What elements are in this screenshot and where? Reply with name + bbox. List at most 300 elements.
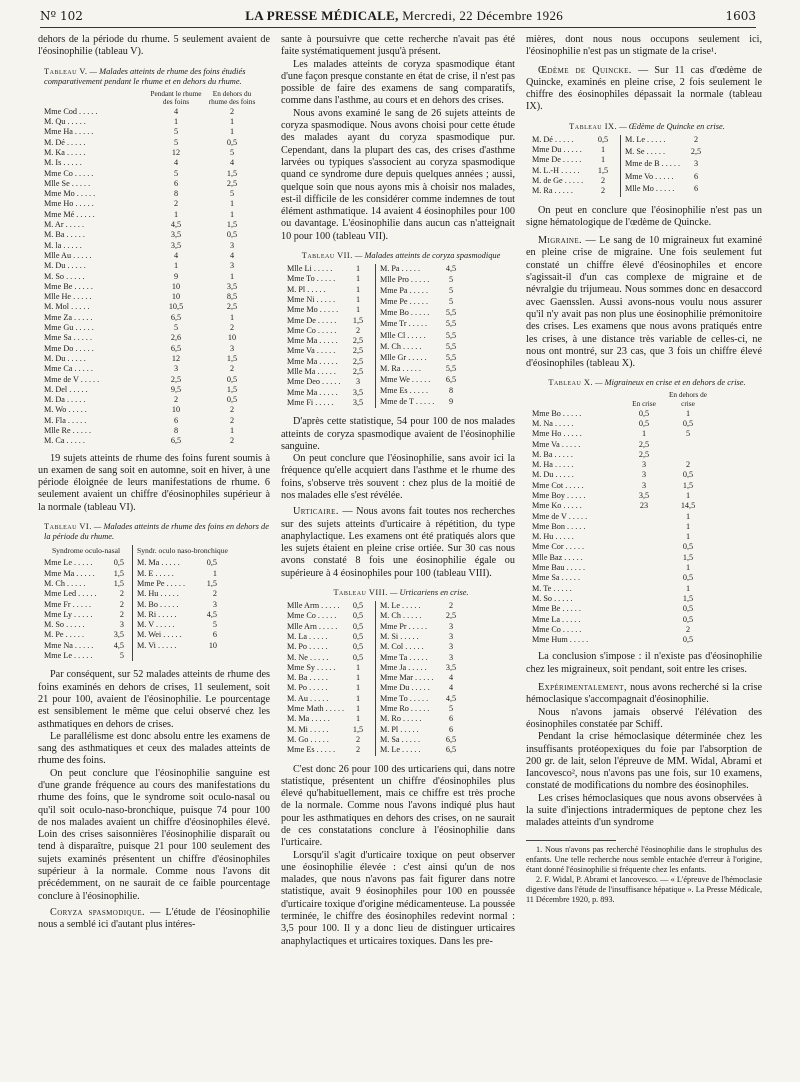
table-row (287, 601, 371, 611)
patient-name: Mme Pe . . . . . (380, 297, 428, 307)
table-row (287, 632, 371, 642)
patient-name: Mme Co . . . . . (44, 168, 94, 178)
patient-name: Mme Hum . . . . . (532, 635, 589, 645)
table-row (287, 745, 371, 755)
eosinophil-value: 10 (171, 292, 181, 302)
patient-name: Mme de B . . . . . (625, 159, 681, 169)
patient-name: M. Pa . . . . . (380, 264, 421, 274)
table-6 (44, 545, 270, 661)
eosinophil-value: 2 (229, 364, 235, 374)
section-heading: Migraine. (538, 235, 582, 247)
patient-name: Mme Ja . . . . . (380, 662, 427, 672)
patient-name: Mme de T . . . . . (380, 396, 435, 406)
eosinophil-value: 1,5 (352, 315, 364, 325)
eosinophil-value: 5 (212, 620, 217, 630)
table-row (44, 610, 128, 620)
patient-name: M. Mi . . . . . (287, 724, 329, 734)
patient-name: Mme Na . . . . . (44, 640, 94, 650)
paragraph: Œdème de Quincke. — Sur 11 cas d'œdème de Quincke, examinés en pleine crise, 2 fois seulement le chiffre des éosinophiles dépassait la normale (tableau IX). (526, 64, 762, 113)
t10-header-crisis: En crise (632, 399, 656, 409)
table-row (526, 501, 710, 511)
table-row (38, 169, 260, 179)
table-row (137, 630, 221, 640)
eosinophil-value: 3 (641, 460, 647, 470)
patient-name: Mme Cot . . . . . (532, 480, 584, 490)
table-row (137, 610, 221, 620)
patient-name: M. Ha . . . . . (532, 460, 574, 470)
journal-title: LA PRESSE MÉDICALE, (245, 7, 399, 23)
paragraph: Expérimentalement, nous avons recherché si la crise hémoclasique s'accompagnait d'éosinophilie. (526, 682, 762, 706)
table-row (287, 264, 371, 274)
patient-name: M. Del . . . . . (44, 384, 88, 394)
patient-name: Mme Ta . . . . . (380, 652, 428, 662)
table-row (287, 357, 371, 367)
eosinophil-value: 2 (600, 186, 606, 196)
eosinophil-value: 1 (685, 511, 691, 521)
eosinophil-value: 0,5 (352, 601, 364, 611)
patient-name: Mme To . . . . . (380, 693, 429, 703)
eosinophil-value: 0,5 (113, 558, 124, 568)
patient-name: M. Ri . . . . . (137, 609, 177, 619)
eosinophil-value (622, 553, 666, 563)
patient-name: M. Mol . . . . . (44, 302, 90, 312)
eosinophil-value: 3,5 (352, 387, 364, 397)
eosinophil-value: 5 (448, 704, 454, 714)
patient-name: Mme De . . . . . (287, 315, 337, 325)
patient-name: M. Ch . . . . . (44, 578, 86, 588)
table-5-caption: Tableau V. — Malades atteints de rhume des foins étudiés comparativement pendant le rhume et en dehors du rhume. (44, 66, 246, 86)
table-row (380, 745, 464, 755)
eosinophil-value: 5 (448, 286, 454, 296)
table-row (380, 264, 464, 275)
eosinophil-value: 23 (639, 501, 649, 511)
patient-name: Mlle Mo . . . . . (625, 184, 675, 194)
eosinophil-value: 1,5 (226, 384, 238, 394)
paragraph: Les malades atteints de coryza spasmodique étant d'une façon presque constante en état de crise, il n'est pas possible de faire des examens de sang comparatifs, comme dans l'asthme, au cours et en dehors des crises. (281, 58, 515, 107)
patient-name: M. Ca . . . . . (44, 436, 85, 446)
eosinophil-value: 4,5 (170, 220, 182, 230)
eosinophil-value: 1 (355, 704, 361, 714)
table-row (526, 573, 710, 583)
patient-name: M. Ar . . . . . (44, 220, 85, 230)
patient-name: M. Hu . . . . . (137, 589, 179, 599)
patient-name: M. Ra . . . . . (380, 363, 421, 373)
paragraph: C'est donc 26 pour 100 des urticariens qui, dans notre statistique, présentent un chiffre d'éosinophiles plus élevé qu'habituellement, mais ce chiffre est très proche de la normale. Comme nous l'avons indiqué plus haut pour les asthmatiques en dehors des crises, on ne saurait de ces constatations conclure à l'éosinophilie dans l'urticaire. (281, 763, 515, 849)
eosinophil-value: 6 (693, 184, 699, 194)
eosinophil-value: 0,5 (682, 470, 694, 480)
table-row (380, 694, 464, 704)
patient-name: Mme Co . . . . . (287, 325, 337, 335)
eosinophil-value: 0,5 (597, 134, 609, 144)
table-row (526, 491, 710, 501)
eosinophil-value: 4,5 (445, 693, 457, 703)
table-row (287, 398, 371, 408)
table-row (287, 735, 371, 745)
patient-name: M. Dé . . . . . (532, 134, 574, 144)
t6-header-right: Syndr. oculo naso-bronchique (137, 546, 228, 556)
eosinophil-value: 6 (173, 415, 179, 425)
patient-name: Mme Bo . . . . . (380, 308, 430, 318)
eosinophil-value: 4 (229, 158, 235, 168)
eosinophil-value (622, 573, 666, 583)
eosinophil-value: 1 (685, 521, 691, 531)
table-8 (287, 601, 515, 755)
eosinophil-value: 8 (173, 189, 179, 199)
patient-name: M. Ka . . . . . (44, 147, 86, 157)
table-row (287, 663, 371, 673)
eosinophil-value: 0,5 (682, 418, 694, 428)
paragraph: sante à poursuivre que cette recherche n'avait pas été faite systématiquement jusqu'à présent. (281, 34, 515, 58)
table-row (380, 386, 464, 397)
table-row (38, 436, 260, 446)
table-row (38, 199, 260, 209)
eosinophil-value: 1 (355, 693, 361, 703)
eosinophil-value: 2 (448, 601, 454, 611)
patient-name: Mme Ma . . . . . (287, 387, 338, 397)
table-row (137, 589, 221, 599)
eosinophil-value: 2 (693, 134, 699, 144)
eosinophil-value: 0,5 (682, 542, 694, 552)
patient-name: M. L.-H . . . . . (532, 165, 580, 175)
t5-header-outside: En dehors du rhume des foins (208, 88, 256, 107)
eosinophil-value: 2,5 (690, 147, 702, 157)
table-row (625, 184, 709, 196)
table-row (526, 604, 710, 614)
eosinophil-value: 1 (600, 145, 606, 155)
patient-name: M. Pl . . . . . (380, 724, 419, 734)
eosinophil-value (666, 440, 710, 450)
eosinophil-value: 0,5 (352, 652, 364, 662)
patient-name: M. V . . . . . (137, 620, 175, 630)
paragraph: Les crises hémoclasiques que nous avons observées à la suite d'injections intradermiques de peptone chez les malades atteints d'un syndrome (526, 792, 762, 829)
table-row (287, 285, 371, 295)
eosinophil-value: 1 (685, 563, 691, 573)
patient-name: Mme Ly . . . . . (44, 609, 93, 619)
eosinophil-value: 4,5 (445, 264, 457, 274)
eosinophil-value (622, 512, 666, 522)
table-row (38, 261, 260, 271)
table-row (526, 450, 710, 460)
eosinophil-value: 1 (685, 532, 691, 542)
table-row (38, 302, 260, 312)
patient-name: M. So . . . . . (44, 271, 85, 281)
table-row (44, 569, 128, 579)
eosinophil-value: 3 (448, 652, 454, 662)
patient-name: M. Col . . . . . (380, 642, 424, 652)
table-row (526, 429, 710, 439)
eosinophil-value: 2,5 (226, 302, 238, 312)
patient-name: Mme Pe . . . . . (137, 578, 185, 588)
table-row (380, 611, 464, 621)
table-row (526, 460, 710, 470)
eosinophil-value: 3 (448, 642, 454, 652)
eosinophil-value: 1 (229, 199, 235, 209)
patient-name: Mlle Cl . . . . . (380, 330, 426, 340)
table-row (625, 172, 709, 184)
eosinophil-value: 2 (355, 325, 361, 335)
eosinophil-value: 5,5 (445, 352, 457, 362)
paragraph: Nous n'avons jamais observé l'élévation des éosinophiles constatée par Schiff. (526, 706, 762, 730)
table-row (526, 542, 710, 552)
table-row (287, 295, 371, 305)
patient-name: Mme Es . . . . . (380, 385, 428, 395)
paragraph: mières, dont nous nous occupons seulement ici, l'éosinophilie n'est pas un stigmate de la crise¹. (526, 34, 762, 58)
eosinophil-value: 5 (448, 275, 454, 285)
eosinophil-value: 2 (355, 745, 361, 755)
eosinophil-value: 0,5 (638, 418, 650, 428)
table-row (287, 725, 371, 735)
table-row (380, 735, 464, 745)
eosinophil-value: 10 (227, 333, 237, 343)
patient-name: Mlle He . . . . . (44, 292, 92, 302)
eosinophil-value: 1 (355, 305, 361, 315)
table-row (44, 641, 128, 651)
patient-name: Mme Pa . . . . . (380, 286, 428, 296)
eosinophil-value: 3,5 (638, 490, 650, 500)
eosinophil-value: 3 (355, 377, 361, 387)
eosinophil-value: 0,5 (352, 631, 364, 641)
table-row (532, 135, 616, 145)
patient-name: M. Ma . . . . . (137, 558, 180, 568)
patient-name: Mme Do . . . . . (44, 343, 94, 353)
eosinophil-value: 2 (229, 106, 235, 116)
issue-date: Mercredi, 22 Décembre 1926 (402, 7, 564, 23)
eosinophil-value: 3 (229, 343, 235, 353)
table-row (380, 397, 464, 408)
eosinophil-value: 0,5 (682, 573, 694, 583)
table-row (380, 331, 464, 342)
patient-name: Mme Boy . . . . . (532, 490, 586, 500)
eosinophil-value: 1,5 (226, 353, 238, 363)
table-row (287, 367, 371, 377)
eosinophil-value: 1 (229, 127, 235, 137)
patient-name: M. Ba . . . . . (44, 230, 85, 240)
patient-name: M. Hu . . . . . (532, 532, 574, 542)
eosinophil-value: 12 (171, 147, 181, 157)
eosinophil-value: 14,5 (680, 501, 696, 511)
eosinophil-value: 2 (600, 175, 606, 185)
table-row (380, 308, 464, 319)
eosinophil-value: 2,5 (638, 439, 650, 449)
table-row (526, 440, 710, 450)
eosinophil-value: 4 (448, 683, 454, 693)
eosinophil-value: 1 (229, 271, 235, 281)
table-row (526, 563, 710, 573)
patient-name: M. La . . . . . (287, 631, 328, 641)
table-row (38, 292, 260, 302)
patient-name: Mme de V . . . . . (532, 511, 588, 521)
eosinophil-value (622, 542, 666, 552)
table-row (44, 558, 128, 568)
table-row (380, 353, 464, 364)
paragraph: Nous avons examiné le sang de 26 sujets atteints de coryza spasmodique. Nous avons choisi pour cette étude des malades ayant du coryza spasmodique pur. Cependant, dans la plupart des cas, des crises d'asthme larvées ou typiques s'associent au coryza spasmodique quand ce syndrome dure depuis quelques années ; aussi, quelque soin que nous ayons mis à choisir nos malades, est-il difficile de les considérer comme indemnes de tout élément asthmatique. 14 avaient 4 éosinophiles pour 100 ou davantage. L'éosinophilie dans aucun cas n'atteignait 10 pour 100 (tableau VII). (281, 107, 515, 242)
patient-name: M. Le . . . . . (625, 134, 666, 144)
patient-name: Mme Be . . . . . (44, 281, 93, 291)
footnote-divider (526, 840, 616, 841)
eosinophil-value: 8,5 (226, 292, 238, 302)
patient-name: M. Pl . . . . . (287, 284, 326, 294)
table-row (380, 725, 464, 735)
eosinophil-value: 3,5 (170, 240, 182, 250)
table-row (380, 683, 464, 693)
eosinophil-value: 1 (173, 117, 179, 127)
section-heading: Expérimentalement, (538, 682, 627, 694)
table-row (38, 158, 260, 168)
eosinophil-value: 6,5 (170, 343, 182, 353)
table-row (44, 630, 128, 640)
eosinophil-value: 4 (448, 673, 454, 683)
eosinophil-value: 5,5 (445, 363, 457, 373)
table-row (380, 704, 464, 714)
patient-name: M. Du . . . . . (44, 353, 86, 363)
table-10-caption: Tableau X. — Migraineux en crise et en dehors de crise. (548, 378, 746, 388)
patient-name: M. Na . . . . . (532, 418, 574, 428)
table-row (526, 625, 710, 635)
table-row (526, 481, 710, 491)
patient-name: Mlle Gr . . . . . (380, 352, 427, 362)
patient-name: M. Po . . . . . (287, 642, 328, 652)
patient-name: Mme Pr . . . . . (380, 621, 428, 631)
table-row (137, 569, 221, 579)
patient-name: M. Pe . . . . . (44, 630, 85, 640)
patient-name: Mme Ma . . . . . (287, 336, 338, 346)
eosinophil-value: 2 (229, 405, 235, 415)
table-row (287, 336, 371, 346)
table-row (380, 319, 464, 330)
eosinophil-value: 1,5 (682, 480, 694, 490)
eosinophil-value: 1 (229, 312, 235, 322)
eosinophil-value: 1,5 (682, 593, 694, 603)
page-number: 1603 (725, 8, 756, 23)
eosinophil-value: 6,5 (445, 734, 457, 744)
table-row (526, 615, 710, 625)
eosinophil-value: 0,5 (352, 621, 364, 631)
eosinophil-value: 3 (229, 240, 235, 250)
patient-name: M. E . . . . . (137, 568, 174, 578)
eosinophil-value (666, 450, 710, 460)
patient-name: M. Is . . . . . (44, 158, 82, 168)
section-heading: Coryza spasmodique. (50, 906, 145, 918)
eosinophil-value: 1,5 (113, 578, 124, 588)
patient-name: Mme de V . . . . . (44, 374, 100, 384)
table-row (380, 375, 464, 386)
patient-name: Mme Cod . . . . . (44, 106, 98, 116)
eosinophil-value: 1 (355, 673, 361, 683)
table-8-caption: Tableau VIII. — Urticariens en crise. (333, 588, 469, 598)
eosinophil-value: 2 (229, 415, 235, 425)
patient-name: M. Te . . . . . (532, 583, 572, 593)
eosinophil-value: 2 (173, 395, 179, 405)
table-row (625, 147, 709, 159)
table-row (38, 210, 260, 220)
eosinophil-value: 2 (229, 323, 235, 333)
eosinophil-value: 3 (448, 621, 454, 631)
eosinophil-value: 1 (229, 117, 235, 127)
patient-name: Mme Bo . . . . . (532, 408, 582, 418)
t6-header-left: Syndrome oculo-nasal (51, 546, 121, 556)
eosinophil-value: 1 (355, 294, 361, 304)
table-row (287, 704, 371, 714)
patient-name: Mme Bau . . . . . (532, 563, 585, 573)
eosinophil-value: 2 (355, 734, 361, 744)
table-row (526, 532, 710, 542)
patient-name: M. Ma . . . . . (287, 714, 330, 724)
eosinophil-value: 10 (171, 281, 181, 291)
paragraph: dehors de la période du rhume. 5 seulement avaient de l'éosinophilie (tableau V). (38, 34, 270, 58)
table-5 (38, 90, 260, 447)
eosinophil-value (622, 522, 666, 532)
patient-name: Mme Sa . . . . . (44, 333, 92, 343)
table-row (287, 274, 371, 284)
patient-name: Mme De . . . . . (532, 155, 582, 165)
table-row (287, 388, 371, 398)
issue-number: Nº 102 (40, 8, 83, 23)
table-row (38, 230, 260, 240)
patient-name: M. Au . . . . . (287, 693, 329, 703)
eosinophil-value (622, 532, 666, 542)
t5-header-during: Pendant le rhume des foins (150, 88, 202, 107)
table-row (287, 316, 371, 326)
table-row (38, 189, 260, 199)
eosinophil-value: 1 (229, 209, 235, 219)
table-row (380, 632, 464, 642)
patient-name: M. So . . . . . (44, 620, 85, 630)
eosinophil-value: 5 (685, 429, 691, 439)
eosinophil-value: 4,5 (113, 640, 124, 650)
patient-name: M. Ch . . . . . (380, 611, 422, 621)
table-row (38, 282, 260, 292)
column-3 (526, 34, 762, 1076)
patient-name: Mme Fi . . . . . (287, 397, 334, 407)
eosinophil-value: 5 (173, 168, 179, 178)
table-row (526, 409, 710, 419)
table-row (137, 579, 221, 589)
eosinophil-value: 3 (229, 261, 235, 271)
patient-name: Mme Deo . . . . . (287, 377, 341, 387)
patient-name: M. Po . . . . . (287, 683, 328, 693)
patient-name: Mme Ma . . . . . (44, 568, 95, 578)
table-row (380, 673, 464, 683)
eosinophil-value: 6,5 (445, 374, 457, 384)
patient-name: M. Wo . . . . . (44, 405, 87, 415)
eosinophil-value: 8 (173, 425, 179, 435)
eosinophil-value (622, 625, 666, 635)
patient-name: Mme Es . . . . . (287, 745, 335, 755)
paragraph: Urticaire. — Nous avons fait toutes nos recherches sur des sujets atteints d'urticaire à répétition, du type anaphylactique. Les examens ont été pratiqués alors que les sujets étaient en pleine crise ortiée. Sur 30 cas nous avons constaté 8 fois une éosinophilie égale ou supérieure à 4 éosinophiles pour 100 (tableau VIII). (281, 506, 515, 579)
patient-name: Mme Gu . . . . . (44, 323, 94, 333)
patient-name: Mme La . . . . . (532, 614, 581, 624)
t10-header-outside: En dehors de crise (668, 390, 708, 409)
eosinophil-value (622, 615, 666, 625)
table-row (287, 642, 371, 652)
paragraph: Coryza spasmodique. — L'étude de l'éosinophilie nous a semblé ici d'autant plus intéres- (38, 906, 270, 931)
patient-name: M. Da . . . . . (44, 395, 86, 405)
table-row (380, 714, 464, 724)
table-row (380, 601, 464, 611)
patient-name: Mme Le . . . . . (44, 558, 93, 568)
patient-name: M. Ba . . . . . (287, 673, 328, 683)
table-9-caption: Tableau IX. — Œdème de Quincke en crise. (569, 121, 725, 131)
patient-name: Mme Co . . . . . (287, 611, 337, 621)
eosinophil-value: 6,5 (170, 312, 182, 322)
journal-masthead (245, 8, 563, 24)
eosinophil-value: 3 (212, 599, 217, 609)
patient-name: Mme Za . . . . . (44, 312, 93, 322)
patient-name: M. Se . . . . . (625, 147, 666, 157)
eosinophil-value: 5 (173, 323, 179, 333)
table-7-caption: Tableau VII. — Malades atteints de coryza spasmodique (301, 251, 501, 261)
patient-name: Mme Be . . . . . (532, 604, 581, 614)
